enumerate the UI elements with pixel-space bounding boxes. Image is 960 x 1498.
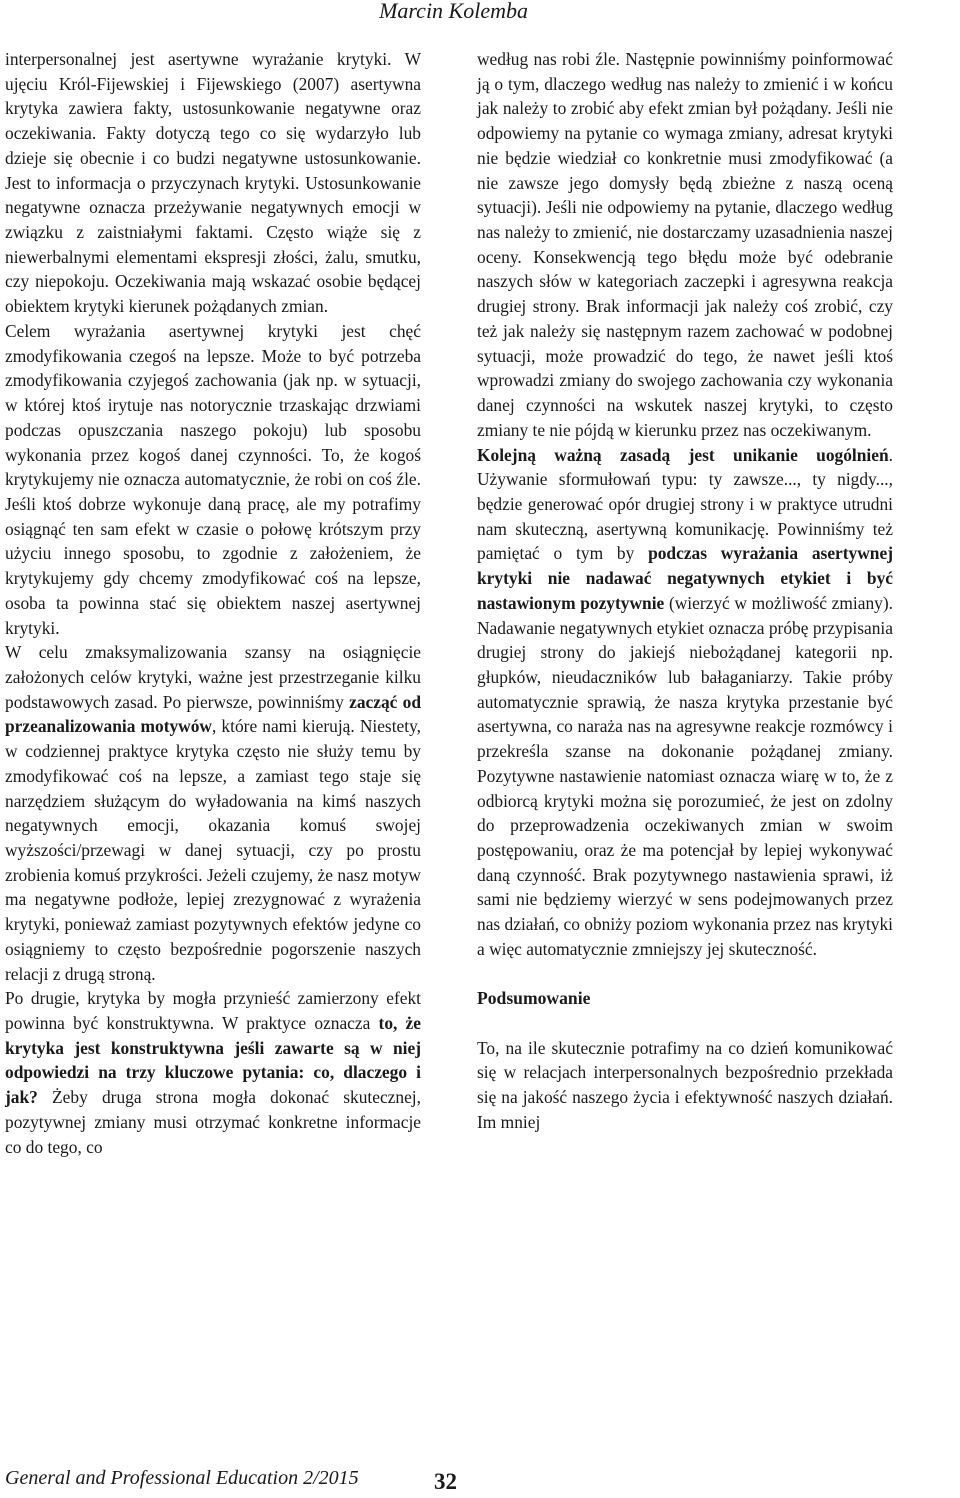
emphasis-text: Kolejną ważną zasadą jest unikanie uogólnień (477, 444, 889, 465)
spacer (477, 1011, 893, 1036)
paragraph (5, 986, 421, 1159)
footer-journal-title: General and Professional Education 2/2015 (5, 1467, 359, 1489)
body-text: według nas robi źle. Następnie powinniśmy poinformować ją o tym, dlaczego według nas należy to zmienić i w końcu jak należy to zrobić aby efekt zmian był pożądany. Jeśli nie odpowiemy na pytanie co wymaga zmiany, adresat krytyki nie będzie wiedział co konkretnie musi zmodyfikować (a nie zawsze jego domysły będą zbieżne z naszą oceną sytuacji). Jeśli nie odpowiemy na pytanie, dlaczego według nas należy to zmienić, nie dostarczamy uzasadnienia naszej oceny. Konsekwencją tego błędu może być odebranie naszych słów w kategoriach zaczepki i agresywna reakcja drugiej strony. Brak informacji jak należy coś zrobić, czy też jak należy się następnym razem zachować w podobnej sytuacji, może prowadzić do tego, że nawet jeśli ktoś wprowadzi zmiany do swojego zachowania czy wykonania danej czynności na wskutek naszej krytyki, to często zmiany te nie pójdą w kierunku przez nas oczekiwanym. (477, 49, 893, 440)
paragraph (5, 640, 421, 986)
body-text: , które nami kierują. Niestety, w codziennej praktyce krytyka często nie służy temu by zmodyfikować coś na lepsze, a zamiast tego staje się narzędziem służącym do wyładowania na kimś naszych negatywnych emocji, okazania komuś swojej wyższości/przewagi w danej sytuacji, czy po prostu zrobienia komuś przykrości. Jeżeli czujemy, że nasz motyw ma negatywne podłoże, lepiej zrezygnować z wyrażenia krytyki, ponieważ zamiast pozytywnych efektów jedyne co osiągniemy to często bezpośrednie pogorszenie naszych relacji z drugą stroną. (5, 716, 421, 984)
spacer (477, 962, 893, 987)
paragraph (477, 47, 893, 443)
emphasis-text: zacząć od przeanalizowania motywów (5, 691, 422, 737)
running-head-author: Marcin Kolemba (379, 0, 528, 23)
emphasis-text: podczas wyrażania asertywnej krytyki nie nadawać negatywnych etykiet i być nastawionym pozytywnie (477, 543, 893, 613)
body-text: Żeby druga strona mogła dokonać skutecznej, pozytywnej zmiany musi otrzymać konkretne informacje co do tego, co (5, 1087, 421, 1157)
section-heading-summary: Podsumowanie (477, 988, 591, 1009)
body-text: (wierzyć w możliwość zmiany). Nadawanie negatywnych etykiet oznacza próbę przypisania drugiej strony do jakiejś niebożądanej kategorii np. głupków, nieudaczników lub bałaganiarzy. Takie próby automatycznie sprawią, że nasza krytyka przestanie być asertywna, co naraża nas na agresywne reakcje rozmówcy i przekreśla szanse na dokonanie pożądanej zmiany. Pozytywne nastawienie natomiast oznacza wiarę w to, że z odbiorcą krytyki można się porozumieć, że jest on zdolny do przeprowadzenia oczekiwanych zmian w swoim postępowaniu, oraz że ma potencjał by lepiej wykonywać daną czynność. Brak pozytywnego nastawienia sprawi, iż sami nie będziemy wierzyć w sens podejmowanych przez nas działań, co obniży poziom wykonania przez nas krytyki a więc automatycznie zmniejszy jej skuteczność. (477, 592, 893, 959)
left-column (5, 47, 421, 1159)
body-text: W celu zmaksymalizowania szansy na osiągnięcie założonych celów krytyki, ważne jest przestrzeganie kilku podstawowych zasad. Po pierwsze, powinniśmy (5, 642, 421, 712)
paragraph (477, 443, 893, 962)
page-number: 32 (434, 1469, 457, 1494)
body-text: Po drugie, krytyka by mogła przynieść zamierzony efekt powinna być konstruktywna. W praktyce oznacza (5, 988, 421, 1034)
summary-paragraph: To, na ile skutecznie potrafimy na co dzień komunikować się w relacjach interpersonalnych bezpośrednio przekłada się na jakość naszego życia i efektywność naszych działań. Im mniej (477, 1037, 893, 1132)
paragraph (5, 319, 421, 640)
right-column (477, 47, 893, 1135)
body-text: Celem wyrażania asertywnej krytyki jest chęć zmodyfikowania czegoś na lepsze. Może to być potrzeba zmodyfikowania czyjegoś zachowania (jak np. w sytuacji, w której ktoś irytuje nas notorycznie trzaskając drzwiami podczas opuszczania naszego pokoju) lub sposobu wykonania przez kogoś danej czynności. To, że kogoś krytykujemy nie oznacza automatycznie, że robi on coś źle. Jeśli ktoś dobrze wykonuje daną pracę, ale my potrafimy osiągnąć ten sam efekt w czasie o połowę krótszym przy użyciu innego sposobu, to zgodnie z założeniem, że krytykujemy gdy chcemy zmodyfikować coś na lepsze, osoba ta powinna stać się obiektem naszej asertywnej krytyki. (5, 320, 421, 638)
paragraph (5, 47, 421, 319)
body-text: interpersonalnej jest asertywne wyrażanie krytyki. W ujęciu Król-Fijewskiej i Fijewskiego (2007) asertywna krytyka zawiera fakty, ustosunkowanie negatywne oraz oczekiwania. Fakty dotyczą tego co się wydarzyło lub dzieje się obecnie i co budzi negatywne ustosunkowanie. Jest to informacja o przyczynach krytyki. Ustosunkowanie negatywne oznacza przeżywanie negatywnych emocji w związku z zaistniałymi faktami. Często wiąże się z niewerbalnymi elementami ekspresji złości, żalu, smutku, czy niepokoju. Oczekiwania mają wskazać osobie będącej obiektem krytyki kierunek pożądanych zmian. (5, 49, 421, 317)
emphasis-text: to, że krytyka jest konstruktywna jeśli zawarte są w niej odpowiedzi na trzy kluczowe pytania: co, dlaczego i jak? (5, 1013, 421, 1108)
body-text: . Używanie sformułowań typu: ty zawsze..., ty nigdy..., będzie generować opór drugiej strony i w praktyce utrudni nam skuteczną, asertywną komunikację. Powinniśmy też pamiętać o tym by (477, 444, 893, 564)
